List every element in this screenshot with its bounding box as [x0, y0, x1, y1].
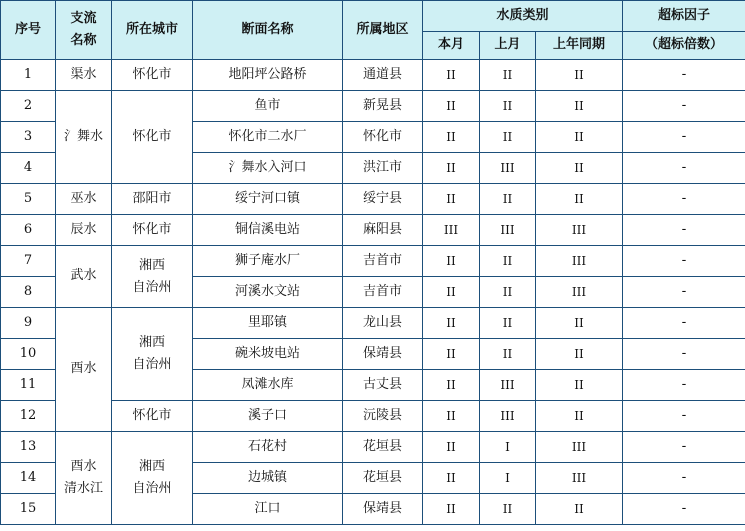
header-district: 所属地区 [343, 1, 423, 60]
row-district: 花垣县 [343, 432, 423, 463]
table-row [1, 91, 745, 122]
row-city-line1: 湘西 [138, 257, 165, 273]
row-last-month: II [480, 277, 536, 308]
table-row [1, 246, 745, 277]
row-this-month: II [423, 308, 480, 339]
row-this-month: II [423, 153, 480, 184]
row-this-month: II [423, 339, 480, 370]
row-section: 绥宁河口镇 [193, 184, 343, 215]
row-last-year: III [536, 463, 623, 494]
row-district: 新晃县 [343, 91, 423, 122]
header-tributary-line2: 名称 [70, 33, 97, 48]
row-city [112, 432, 193, 525]
row-exceed: - [623, 463, 745, 494]
table-row [1, 215, 745, 246]
row-tributary: 酉水 [56, 308, 112, 432]
row-last-year: II [536, 184, 623, 215]
row-seq: 12 [1, 401, 56, 432]
row-seq: 14 [1, 463, 56, 494]
table-row [1, 308, 745, 339]
row-this-month: II [423, 184, 480, 215]
row-last-year: II [536, 60, 623, 91]
row-city: 怀化市 [112, 215, 193, 246]
row-exceed: - [623, 370, 745, 401]
row-this-month: II [423, 494, 480, 525]
row-last-month: III [480, 370, 536, 401]
row-seq: 2 [1, 91, 56, 122]
row-last-month: III [480, 153, 536, 184]
row-district: 通道县 [343, 60, 423, 91]
row-district: 沅陵县 [343, 401, 423, 432]
row-this-month: II [423, 91, 480, 122]
row-city: 怀化市 [112, 60, 193, 91]
row-seq: 11 [1, 370, 56, 401]
row-district: 吉首市 [343, 246, 423, 277]
row-exceed: - [623, 401, 745, 432]
row-last-year: II [536, 339, 623, 370]
row-last-month: II [480, 246, 536, 277]
row-last-year: III [536, 215, 623, 246]
row-last-month: II [480, 494, 536, 525]
row-district: 麻阳县 [343, 215, 423, 246]
header-this-month: 本月 [423, 32, 480, 60]
row-city: 邵阳市 [112, 184, 193, 215]
row-section: 鱼市 [193, 91, 343, 122]
row-seq: 1 [1, 60, 56, 91]
row-last-month: II [480, 184, 536, 215]
row-last-year: II [536, 370, 623, 401]
row-this-month: II [423, 246, 480, 277]
row-section: 凤滩水库 [193, 370, 343, 401]
row-city [112, 246, 193, 308]
row-district: 保靖县 [343, 339, 423, 370]
row-this-month: II [423, 463, 480, 494]
row-tributary: 氵舞水 [56, 91, 112, 184]
row-section: 边城镇 [193, 463, 343, 494]
table-row [1, 60, 745, 91]
row-city-line2: 自治州 [132, 481, 172, 496]
row-last-month: II [480, 60, 536, 91]
row-this-month: II [423, 432, 480, 463]
row-seq: 10 [1, 339, 56, 370]
row-this-month: II [423, 122, 480, 153]
row-this-month: II [423, 277, 480, 308]
row-last-month: III [480, 215, 536, 246]
header-last-year: 上年同期 [536, 32, 623, 60]
row-tributary-line1: 酉水 [70, 459, 97, 474]
row-exceed: - [623, 91, 745, 122]
row-last-month: II [480, 308, 536, 339]
row-last-month: II [480, 91, 536, 122]
row-city: 怀化市 [112, 401, 193, 432]
row-section: 石花村 [193, 432, 343, 463]
row-section: 铜信溪电站 [193, 215, 343, 246]
row-last-month: III [480, 401, 536, 432]
header-wq-class: 水质类别 [423, 1, 623, 32]
row-section: 氵舞水入河口 [193, 153, 343, 184]
row-last-year: III [536, 277, 623, 308]
row-last-month: I [480, 463, 536, 494]
row-district: 洪江市 [343, 153, 423, 184]
row-seq: 4 [1, 153, 56, 184]
row-last-year: II [536, 91, 623, 122]
row-exceed: - [623, 494, 745, 525]
row-city-line2: 自治州 [132, 357, 172, 372]
row-this-month: II [423, 370, 480, 401]
row-city [112, 308, 193, 401]
row-district: 花垣县 [343, 463, 423, 494]
row-tributary: 渠水 [56, 60, 112, 91]
row-last-year: II [536, 494, 623, 525]
row-this-month: II [423, 401, 480, 432]
header-row-1 [1, 1, 745, 32]
row-section: 溪子口 [193, 401, 343, 432]
row-city: 怀化市 [112, 91, 193, 184]
header-seq: 序号 [1, 1, 56, 60]
row-last-year: II [536, 308, 623, 339]
row-section: 怀化市二水厂 [193, 122, 343, 153]
row-district: 绥宁县 [343, 184, 423, 215]
header-tributary-line1: 支流 [70, 11, 97, 26]
row-last-month: I [480, 432, 536, 463]
row-district: 龙山县 [343, 308, 423, 339]
row-exceed: - [623, 308, 745, 339]
row-tributary: 巫水 [56, 184, 112, 215]
row-exceed: - [623, 122, 745, 153]
row-tributary: 辰水 [56, 215, 112, 246]
row-seq: 6 [1, 215, 56, 246]
header-exceed: 超标因子 [623, 1, 745, 32]
row-last-year: II [536, 401, 623, 432]
row-exceed: - [623, 246, 745, 277]
row-this-month: II [423, 60, 480, 91]
header-section: 断面名称 [193, 1, 343, 60]
row-exceed: - [623, 277, 745, 308]
row-section: 地阳坪公路桥 [193, 60, 343, 91]
header-exceed-sub: （超标倍数） [623, 32, 745, 60]
row-last-month: II [480, 339, 536, 370]
row-last-year: III [536, 432, 623, 463]
row-seq: 9 [1, 308, 56, 339]
row-seq: 7 [1, 246, 56, 277]
row-seq: 8 [1, 277, 56, 308]
row-section: 江口 [193, 494, 343, 525]
row-seq: 5 [1, 184, 56, 215]
row-tributary [56, 432, 112, 525]
row-district: 保靖县 [343, 494, 423, 525]
row-this-month: III [423, 215, 480, 246]
row-city-line1: 湘西 [138, 335, 165, 350]
row-tributary: 武水 [56, 246, 112, 308]
header-tributary [56, 1, 112, 60]
row-exceed: - [623, 60, 745, 91]
table-row [1, 401, 745, 432]
row-tributary-line2: 清水江 [63, 481, 103, 496]
header-city: 所在城市 [112, 1, 193, 60]
row-exceed: - [623, 432, 745, 463]
row-exceed: - [623, 339, 745, 370]
row-city-line2: 自治州 [132, 279, 172, 295]
table-row [1, 184, 745, 215]
row-last-year: II [536, 153, 623, 184]
row-section: 碗米坡电站 [193, 339, 343, 370]
row-seq: 15 [1, 494, 56, 525]
row-city-line1: 湘西 [138, 459, 165, 474]
row-section: 狮子庵水厂 [193, 246, 343, 277]
row-exceed: - [623, 215, 745, 246]
row-district: 古丈县 [343, 370, 423, 401]
row-last-month: II [480, 122, 536, 153]
row-district: 怀化市 [343, 122, 423, 153]
row-exceed: - [623, 153, 745, 184]
row-seq: 13 [1, 432, 56, 463]
row-section: 河溪水文站 [193, 277, 343, 308]
header-last-month: 上月 [480, 32, 536, 60]
row-seq: 3 [1, 122, 56, 153]
row-last-year: II [536, 122, 623, 153]
row-section: 里耶镇 [193, 308, 343, 339]
row-exceed: - [623, 184, 745, 215]
table-row [1, 432, 745, 463]
row-district: 吉首市 [343, 277, 423, 308]
row-last-year: III [536, 246, 623, 277]
